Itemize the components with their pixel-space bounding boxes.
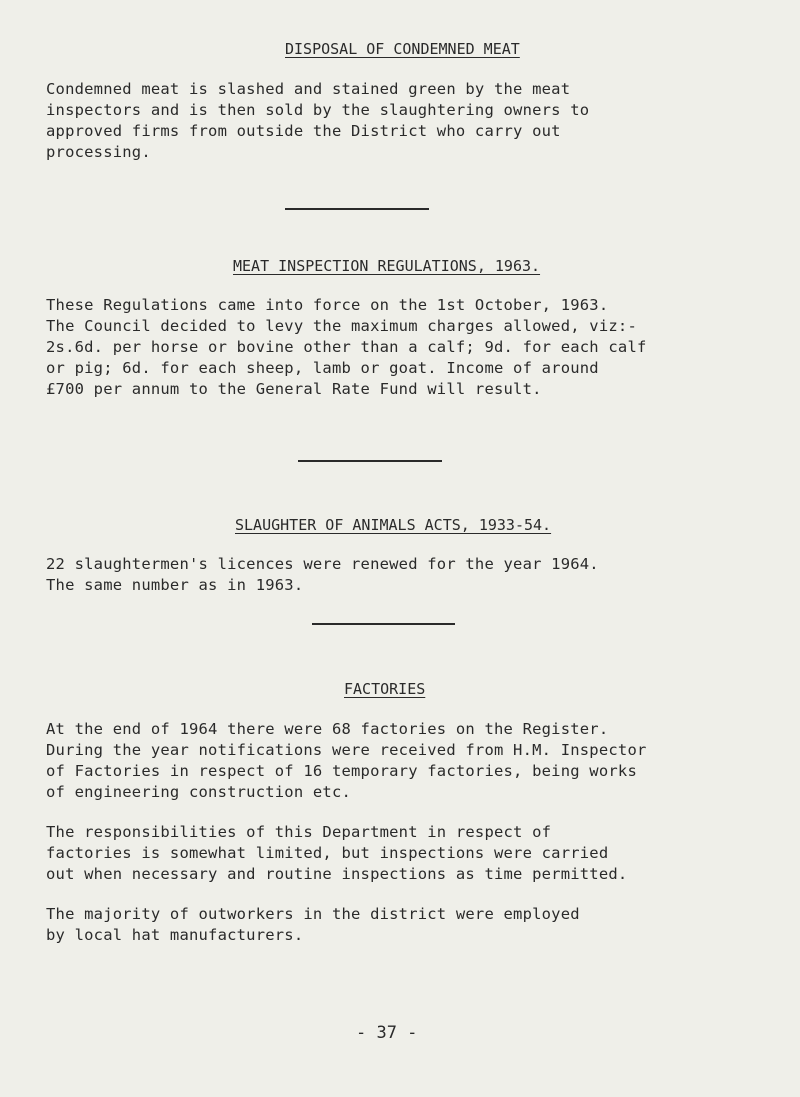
disposal-heading: DISPOSAL OF CONDEMNED MEAT	[285, 40, 520, 58]
factories-paragraph-1: At the end of 1964 there were 68 factories on the Register. During the year notifications were received from H.M. Inspector of Factories in respect of 16 temporary factories, being works of engineering construction etc.	[46, 720, 647, 801]
regulations-heading: MEAT INSPECTION REGULATIONS, 1963.	[233, 257, 541, 275]
disposal-paragraph: Condemned meat is slashed and stained green by the meat inspectors and is then sold by the slaughtering owners to approved firms from outside the District who carry out processing.	[46, 80, 590, 161]
factories-paragraph-3: The majority of outworkers in the district were employed by local hat manufacturers.	[46, 905, 580, 944]
page-number: - 37 -	[356, 1023, 418, 1043]
factories-heading: FACTORIES	[344, 680, 426, 698]
slaughter-paragraph: 22 slaughtermen's licences were renewed for the year 1964. The same number as in 1963.	[46, 555, 599, 594]
factories-paragraph-2: The responsibilities of this Department in respect of factories is somewhat limited, but inspections were carried out when necessary and routine inspections as time permitted.	[46, 823, 628, 883]
slaughter-heading: SLAUGHTER OF ANIMALS ACTS, 1933-54.	[235, 516, 552, 534]
section-divider	[285, 208, 429, 210]
section-divider	[298, 460, 442, 462]
regulations-paragraph: These Regulations came into force on the 1st October, 1963. The Council decided to levy the maximum charges allowed, viz:- 2s.6d. per horse or bovine other than a calf; 9d. for each calf or pig; 6d. for each sheep, lamb or goat. Income of around £700 per annum to the General Rate Fund will result.	[46, 296, 647, 398]
section-divider	[312, 623, 455, 625]
